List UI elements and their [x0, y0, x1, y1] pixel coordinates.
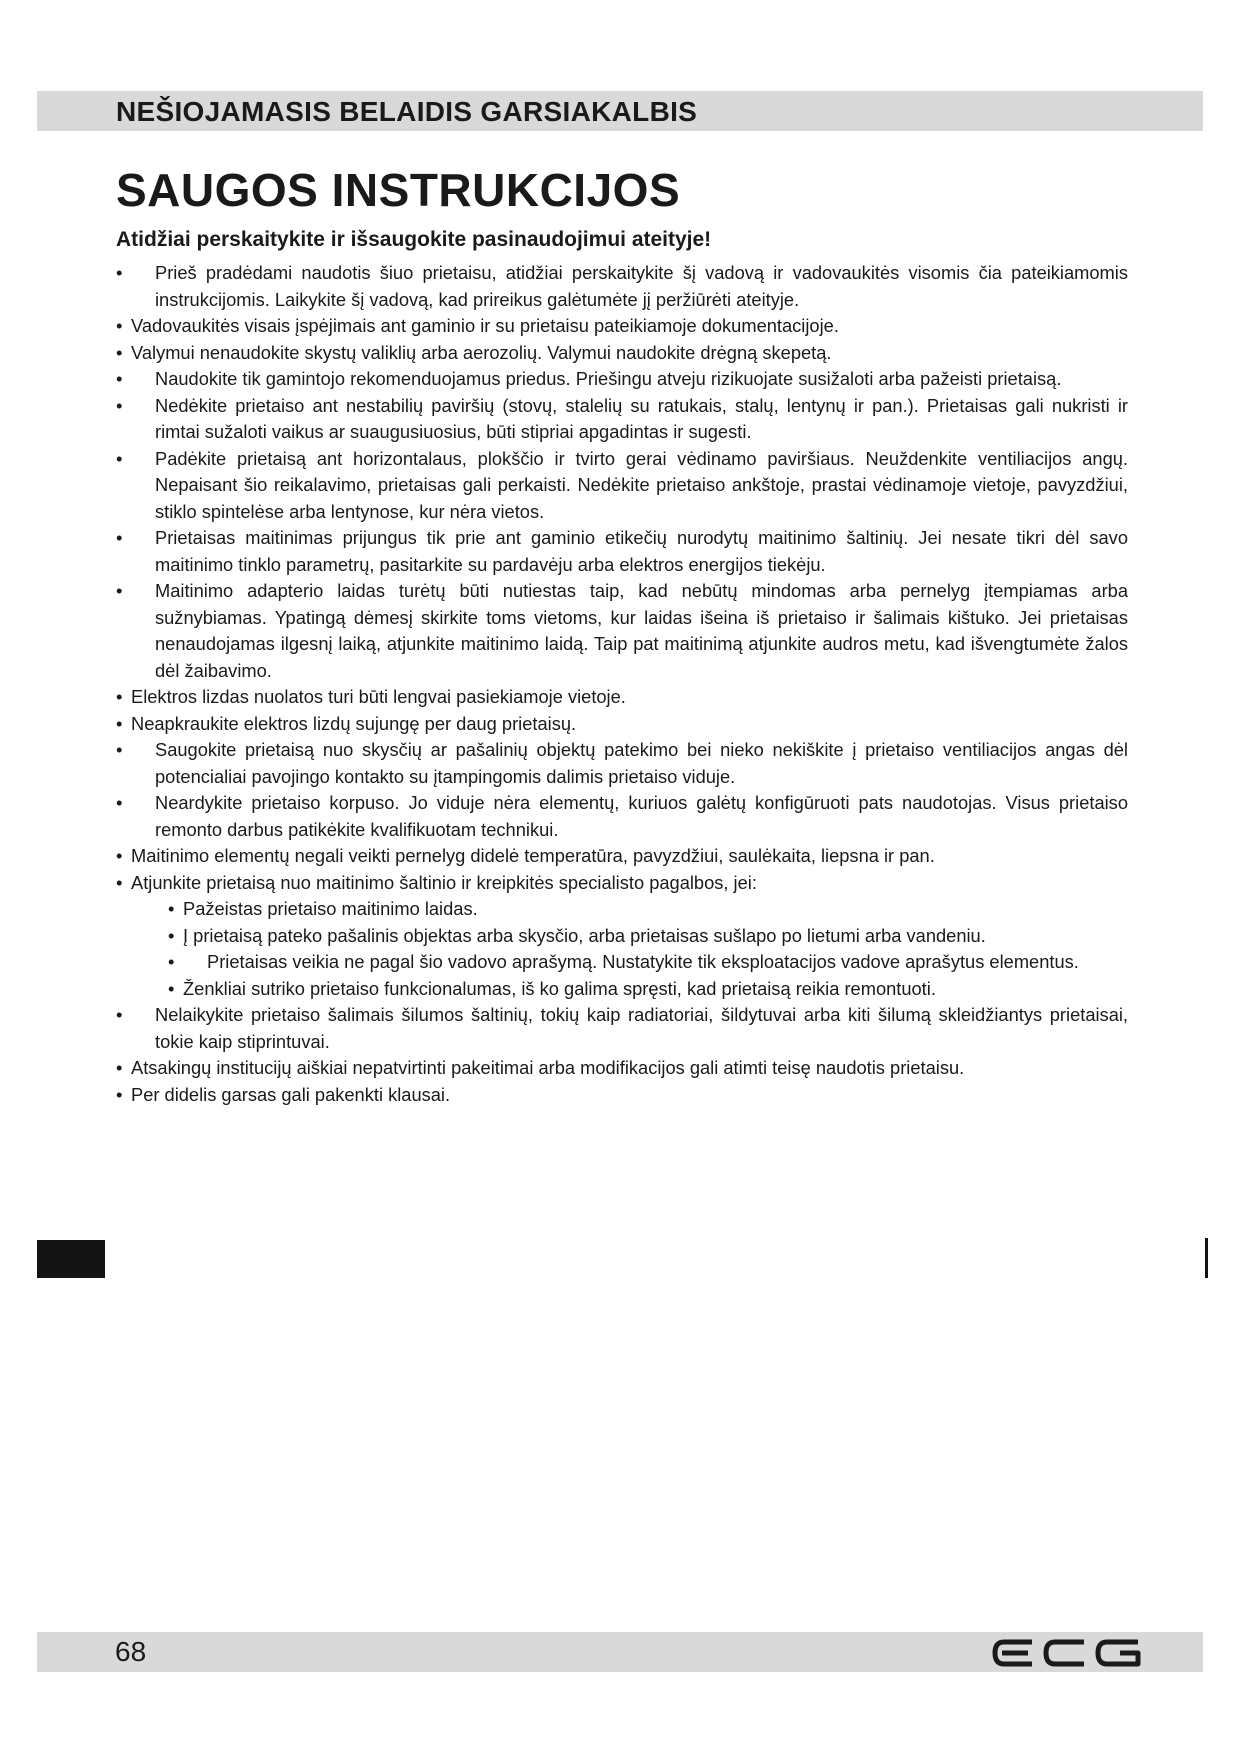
page-title: SAUGOS INSTRUKCIJOS — [116, 164, 681, 216]
footer-bar — [37, 1632, 1203, 1672]
list-item — [116, 870, 1128, 1003]
header-bar — [37, 91, 1203, 131]
list-item: • Neapkraukite elektros lizdų sujungę per daug prietaisų. — [116, 711, 1128, 738]
list-item: • Elektros lizdas nuolatos turi būti lengvai pasiekiamoje vietoje. — [116, 684, 1128, 711]
page-number: 68 — [115, 1636, 147, 1667]
list-item: • Prietaisas maitinimas prijungus tik prie ant gaminio etikečių nurodytų maitinimo šaltinių. Jei nesate tikri dėl savo maitinimo tinklo parametrų, pasitarkite su pardavėju arba elektros energijos tiekėju. — [116, 525, 1128, 578]
instruction-list — [116, 260, 1128, 1108]
list-item: • Nelaikykite prietaiso šalimais šilumos šaltinių, tokių kaip radiatoriai, šildytuvai arba kiti šilumą skleidžiantys prietaisai, tokie kaip stiprintuvai. — [116, 1002, 1128, 1055]
list-item-text: Atjunkite prietaisą nuo maitinimo šaltinio ir kreipkitės specialisto pagalbos, jei: — [131, 871, 757, 893]
sub-list-item: • Į prietaisą pateko pašalinis objektas arba skysčio, arba prietaisas sušlapo po lietumi arba vandeniu. — [168, 923, 1128, 950]
list-item: • Saugokite prietaisą nuo skysčių ar pašalinių objektų patekimo bei nieko nekiškite į prietaiso ventiliacijos angas dėl potencialiai pavojingo kontakto su įtampingomis dalimis prietaiso viduje. — [116, 737, 1128, 790]
list-item: • Maitinimo adapterio laidas turėtų būti nutiestas taip, kad nebūtų mindomas arba pernelyg įtempiamas arba sužnybiamas. Ypatingą dėmesį skirkite toms vietoms, kur laidas išeina iš prietaiso ir šalimais kištuko. Jei prietaisas nenaudojamas ilgesnį laiką, atjunkite maitinimo laidą. Taip pat maitinimą atjunkite audros metu, kad išvengtumėte žalos dėl žaibavimo. — [116, 578, 1128, 684]
sub-list-item: • Pažeistas prietaiso maitinimo laidas. — [168, 896, 1128, 923]
sub-list-item: • Ženkliai sutriko prietaiso funkcionalumas, iš ko galima spręsti, kad prietaisą reikia remontuoti. — [168, 976, 1128, 1003]
ecg-logo — [992, 1639, 1152, 1667]
safety-instructions — [116, 260, 1128, 1108]
list-item: • Per didelis garsas gali pakenkti klausai. — [116, 1082, 1128, 1109]
edge-marker-line — [1205, 1238, 1208, 1278]
list-item: • Prieš pradėdami naudotis šiuo prietaisu, atidžiai perskaitykite šį vadovą ir vadovaukitės visomis čia pateikiamomis instrukcijomis. Laikykite šį vadovą, kad prireikus galėtumėte jį peržiūrėti ateityje. — [116, 260, 1128, 313]
list-item: • Vadovaukitės visais įspėjimais ant gaminio ir su prietaisu pateikiamoje dokumentacijoje. — [116, 313, 1128, 340]
list-item: • Neardykite prietaiso korpuso. Jo viduje nėra elementų, kuriuos galėtų konfigūruoti pats naudotojas. Visus prietaiso remonto darbus patikėkite kvalifikuotam technikui. — [116, 790, 1128, 843]
subtitle: Atidžiai perskaitykite ir išsaugokite pasinaudojimui ateityje! — [116, 228, 712, 251]
list-item: • Naudokite tik gamintojo rekomenduojamus priedus. Priešingu atveju rizikuojate susižaloti arba pažeisti prietaisą. — [116, 366, 1128, 393]
list-item: • Nedėkite prietaiso ant nestabilių paviršių (stovų, stalelių su ratukais, stalų, lentynų ir pan.). Prietaisas gali nukristi ir rimtai sužaloti vaikus ar suaugusiuosius, būti stipriai apgadintas ir sugesti. — [116, 393, 1128, 446]
list-item: • Atsakingų institucijų aiškiai nepatvirtinti pakeitimai arba modifikacijos gali atimti teisę naudotis prietaisu. — [116, 1055, 1128, 1082]
sub-list — [131, 896, 1128, 1002]
list-item: • Valymui nenaudokite skystų valiklių arba aerozolių. Valymui naudokite drėgną skepetą. — [116, 340, 1128, 367]
list-item: • Maitinimo elementų negali veikti pernelyg didelė temperatūra, pavyzdžiui, saulėkaita, liepsna ir pan. — [116, 843, 1128, 870]
sub-list-item: • Prietaisas veikia ne pagal šio vadovo aprašymą. Nustatykite tik eksploatacijos vadove aprašytus elementus. — [168, 949, 1128, 976]
language-tab-marker — [37, 1240, 105, 1278]
header-title: NEŠIOJAMASIS BELAIDIS GARSIAKALBIS — [116, 96, 698, 127]
list-item: • Padėkite prietaisą ant horizontalaus, plokščio ir tvirto gerai vėdinamo paviršiaus. Neuždenkite ventiliacijos angų. Nepaisant šio reikalavimo, prietaisas gali perkaisti. Nedėkite prietaiso ankštoje, prastai vėdinamoje vietoje, pavyzdžiui, stiklo spintelėse arba lentynose, kur nėra vietos. — [116, 446, 1128, 526]
